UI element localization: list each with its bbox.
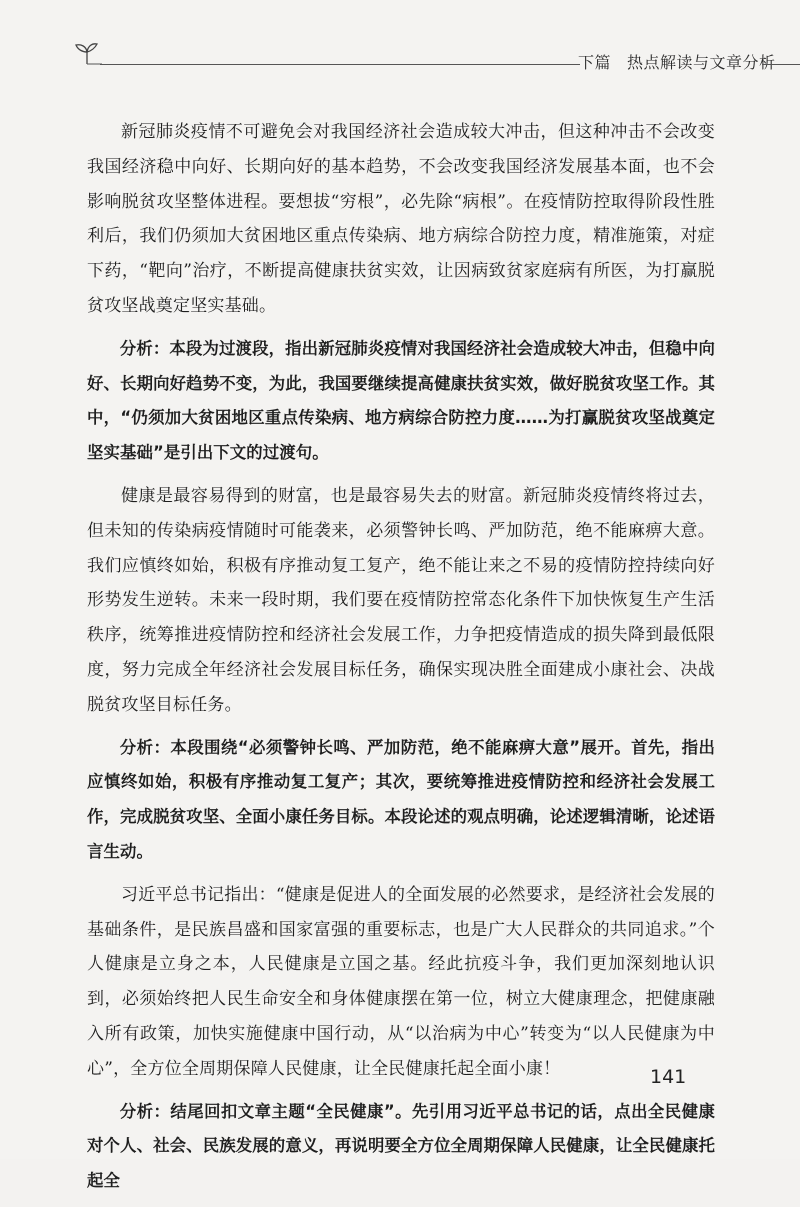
body-paragraph: 健康是最容易得到的财富，也是最容易失去的财富。新冠肺炎疫情终将过去，但未知的传染病疫情随时可能袭来，必须警钟长鸣、严加防范，绝不能麻痹大意。我们应慎终如始，积极有序推动复工复产，绝不能让来之不易的疫情防控持续向好形势发生逆转。未来一段时期，我们要在疫情防控常态化条件下加快恢复生产生活秩序，统筹推进疫情防控和经济社会发展工作，力争把疫情造成的损失降到最低限度，努力完成全年经济社会发展目标任务，确保实现决胜全面建成小康社会、决战脱贫攻坚目标任务。: [87, 485, 715, 715]
analysis-paragraph: 分析：本段为过渡段，指出新冠肺炎疫情对我国经济社会造成较大冲击，但稳中向好、长期向好趋势不变，为此，我国要继续提高健康扶贫实效，做好脱贫攻坚工作。其中，“仍须加大贫困地区重点传染病、地方病综合防控力度……为打赢脱贫攻坚战奠定坚实基础”是引出下文的过渡句。: [87, 338, 715, 463]
header-title: [578, 50, 776, 73]
header-section: 下篇: [578, 53, 612, 72]
running-header: [72, 38, 792, 72]
header-rule-right: [762, 64, 800, 65]
analysis-paragraph: 分析：本段围绕“必须警钟长鸣、严加防范，绝不能麻痹大意”展开。首先，指出应慎终如始，积极有序推动复工复产；其次，要统筹推进疫情防控和经济社会发展工作，完成脱贫攻坚、全面小康任务目标。本段论述的观点明确，论述逻辑清晰，论述语言生动。: [87, 737, 715, 861]
body-paragraph: 新冠肺炎疫情不可避免会对我国经济社会造成较大冲击，但这种冲击不会改变我国经济稳中向好、长期向好的基本趋势，不会改变我国经济发展基本面，也不会影响脱贫攻坚整体进程。要想拔“穷根”，必先除“病根”。在疫情防控取得阶段性胜利后，我们仍须加大贫困地区重点传染病、地方病综合防控力度，精准施策，对症下药，“靶向”治疗，不断提高健康扶贫实效，让因病致贫家庭病有所医，为打赢脱贫攻坚战奠定坚实基础。: [87, 122, 715, 316]
sprout-icon: [72, 38, 102, 68]
header-rule-left: [100, 64, 580, 65]
header-chapter-title: 热点解读与文章分析: [627, 53, 776, 72]
page-body: [87, 115, 715, 1207]
page-number: 141: [650, 1066, 687, 1088]
body-paragraph: 习近平总书记指出：“健康是促进人的全面发展的必然要求，是经济社会发展的基础条件，是民族昌盛和国家富强的重要标志，也是广大人民群众的共同追求。”个人健康是立身之本，人民健康是立国之基。经此抗疫斗争，我们更加深刻地认识到，必须始终把人民生命安全和身体健康摆在第一位，树立大健康理念，把健康融入所有政策，加快实施健康中国行动，从“以治病为中心”转变为“以人民健康为中心”，全方位全周期保障人民健康，让全民健康托起全面小康！: [87, 884, 715, 1079]
analysis-paragraph: 分析：结尾回扣文章主题“全民健康”。先引用习近平总书记的话，点出全民健康对个人、社会、民族发展的意义，再说明要全方位全周期保障人民健康，让全民健康托起全: [87, 1101, 715, 1191]
